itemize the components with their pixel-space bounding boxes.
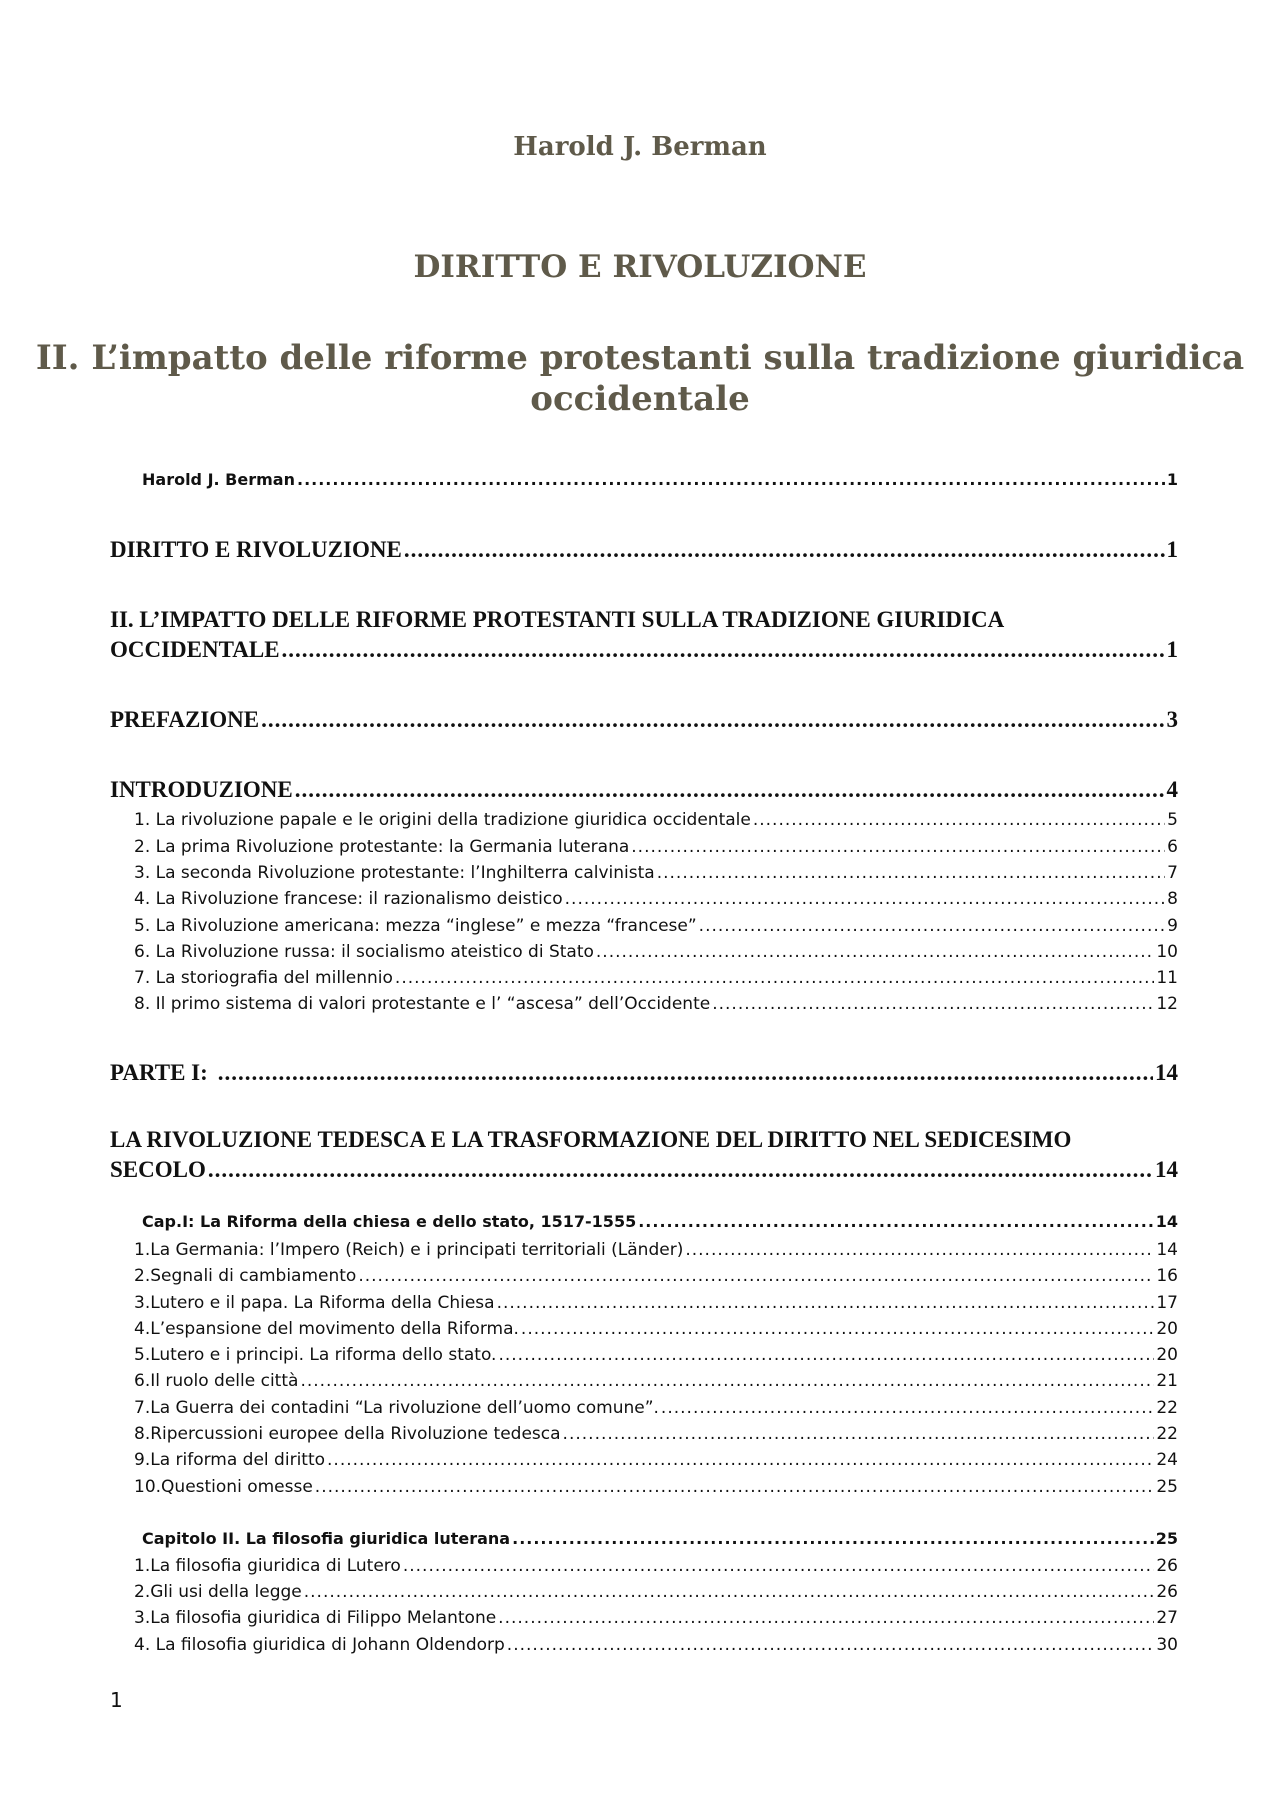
toc-leader-dots [596,942,1154,962]
toc-entry-label: 3.La filosofia giuridica di Filippo Melantone [134,1608,497,1628]
toc-entry-label: OCCIDENTALE [110,637,280,662]
toc-entry-label: 4. La Rivoluzione francese: il razionalismo deistico [134,889,563,909]
toc-entry-label: 7. La storiografia del millennio [134,968,393,988]
toc-entry-page: 20 [1156,1345,1178,1365]
toc-entry-label: PREFAZIONE [110,707,260,732]
toc-entry-label: 2.Segnali di cambiamento [134,1266,357,1286]
toc-entry-label: 8. Il primo sistema di valori protestante e l’ “ascesa” dell’Occidente [134,994,711,1014]
book-title: DIRITTO E RIVOLUZIONE [413,249,867,285]
toc-entry-intro-2[interactable] [110,837,1178,857]
toc-entry-page: 14 [1156,1240,1178,1260]
toc-entry-intro-4[interactable] [110,889,1178,909]
toc-entry-label: 7.La Guerra dei contadini “La rivoluzione dell’uomo comune”. [134,1398,659,1418]
toc-leader-dots [218,1060,1153,1086]
toc-entry-page: 3 [1166,707,1178,732]
toc-entry-cap-2[interactable] [110,1529,1178,1548]
toc-entry-cap1-3[interactable] [110,1293,1178,1313]
toc-entry-page: 9 [1167,916,1178,936]
toc-leader-dots [297,470,1165,489]
toc-leader-dots [208,1157,1153,1183]
toc-entry-page: 12 [1156,994,1178,1014]
toc-leader-dots [563,1424,1155,1444]
toc-leader-dots [661,1398,1154,1418]
toc-leader-dots [304,1582,1155,1602]
toc-entry-page: 25 [1155,1529,1178,1548]
toc-leader-dots [295,777,1165,803]
toc-entry-label: 1. La rivoluzione papale e le origini della tradizione giuridica occidentale [134,810,751,830]
toc-leader-dots [261,707,1164,733]
toc-entry-label: 6.Il ruolo delle città [134,1371,299,1391]
toc-entry-label: 5. La Rivoluzione americana: mezza “inglese” e mezza “francese” [134,916,697,936]
toc-entry-label: 3. La seconda Rivoluzione protestante: l’Inghilterra calvinista [134,863,655,883]
toc-entry-cap1-9[interactable] [110,1450,1178,1470]
toc-leader-dots [404,537,1165,563]
toc-entry-cap2-1[interactable] [110,1556,1178,1576]
toc-entry-page: 25 [1156,1477,1178,1497]
toc-entry-page: 11 [1156,968,1178,988]
toc-leader-dots [395,968,1154,988]
toc-entry-cap1-10[interactable] [110,1477,1178,1497]
toc-leader-dots [358,1266,1154,1286]
toc-entry-label: 4. La filosofia giuridica di Johann Oldendorp [134,1635,505,1655]
toc-entry-page: 30 [1156,1635,1178,1655]
toc-entry-label: 5.Lutero e i principi. La riforma dello stato. [134,1345,497,1365]
toc-entry-page: 4 [1166,777,1178,802]
toc-leader-dots [699,916,1166,936]
toc-entry-label: 2. La prima Rivoluzione protestante: la Germania luterana [134,837,630,857]
toc-entry-cap2-4[interactable] [110,1635,1178,1655]
toc-entry-impatto-line1[interactable]: II. L’IMPATTO DELLE RIFORME PROTESTANTI SULLA TRADIZIONE GIURIDICA [110,607,1005,632]
toc-entry-page: 16 [1156,1266,1178,1286]
toc-leader-dots [638,1212,1154,1231]
toc-leader-dots [685,1240,1154,1260]
toc-entry-label: 10.Questioni omesse [134,1477,313,1497]
toc-entry-rivoluzione[interactable] [110,1157,1178,1183]
toc-entry-page: 27 [1156,1608,1178,1628]
toc-entry-page: 20 [1156,1319,1178,1339]
book-subtitle: II. L’impatto delle riforme protestanti sulla tradizione giuridica occidentale [35,338,1245,419]
toc-entry-cap1-6[interactable] [110,1371,1178,1391]
toc-leader-dots [512,1529,1154,1548]
toc-entry-page: 26 [1156,1582,1178,1602]
toc-entry-prefazione[interactable] [110,707,1178,733]
toc-entry-intro-1[interactable] [110,810,1178,830]
toc-entry-page: 26 [1156,1556,1178,1576]
toc-entry-page: 1 [1166,637,1178,662]
toc-entry-page: 14 [1155,1157,1178,1182]
toc-entry-parte-1[interactable] [110,1060,1178,1086]
toc-entry-intro-5[interactable] [110,916,1178,936]
toc-entry-label: Cap.I: La Riforma della chiesa e dello stato, 1517-1555 [142,1212,637,1231]
toc-leader-dots [315,1477,1155,1497]
toc-leader-dots [631,837,1165,857]
toc-leader-dots [657,863,1165,883]
toc-entry-label: INTRODUZIONE [110,777,293,802]
toc-entry-impatto[interactable] [110,637,1178,663]
toc-entry-label: SECOLO [110,1157,206,1182]
toc-entry-page: 6 [1167,837,1178,857]
toc-entry-label: DIRITTO E RIVOLUZIONE [110,537,402,562]
toc-entry-cap2-2[interactable] [110,1582,1178,1602]
toc-entry-label: 3.Lutero e il papa. La Riforma della Chiesa [134,1293,495,1313]
toc-leader-dots [327,1450,1154,1470]
toc-entry-label: 6. La Rivoluzione russa: il socialismo ateistico di Stato [134,942,594,962]
toc-entry-page: 22 [1156,1424,1178,1444]
toc-entry-introduzione[interactable] [110,777,1178,803]
toc-leader-dots [497,1293,1155,1313]
toc-entry-intro-3[interactable] [110,863,1178,883]
author-heading: Harold J. Berman [513,132,767,162]
toc-entry-cap1-7[interactable] [110,1398,1178,1418]
toc-entry-page: 24 [1156,1450,1178,1470]
toc-entry-page: 7 [1167,863,1178,883]
toc-entry-cap1-8[interactable] [110,1424,1178,1444]
toc-entry-page: 22 [1156,1398,1178,1418]
toc-entry-page: 5 [1167,810,1178,830]
toc-leader-dots [712,994,1154,1014]
toc-entry-label: PARTE I: [110,1060,208,1085]
toc-entry-intro-7[interactable] [110,968,1178,988]
toc-entry-label: 2.Gli usi della legge [134,1582,302,1602]
toc-entry-page: 17 [1156,1293,1178,1313]
toc-entry-cap1-5[interactable] [110,1345,1178,1365]
toc-entry-page: 1 [1166,470,1178,489]
toc-entry-rivoluzione-line1[interactable]: LA RIVOLUZIONE TEDESCA E LA TRASFORMAZIONE DEL DIRITTO NEL SEDICESIMO [110,1127,1072,1152]
toc-entry-label: 8.Ripercussioni europee della Rivoluzione tedesca [134,1424,561,1444]
toc-entry-label: 1.La Germania: l’Impero (Reich) e i principati territoriali (Länder) [134,1240,684,1260]
toc-leader-dots [498,1345,1154,1365]
toc-leader-dots [498,1608,1154,1628]
toc-entry-page: 10 [1156,942,1178,962]
toc-entry-cap2-3[interactable] [110,1608,1178,1628]
toc-entry-cap-1[interactable] [110,1212,1178,1231]
toc-entry-diritto[interactable] [110,537,1178,563]
toc-leader-dots [403,1556,1155,1576]
toc-entry-page: 14 [1155,1212,1178,1231]
toc-entry-label: 9.La riforma del diritto [134,1450,326,1470]
toc-entry-page: 14 [1155,1060,1178,1085]
toc-entry-label: Capitolo II. La filosofia giuridica luterana [142,1529,511,1548]
toc-entry-page: 21 [1156,1371,1178,1391]
toc-leader-dots [565,889,1166,909]
toc-entry-page: 8 [1167,889,1178,909]
page-number: 1 [110,1688,123,1712]
toc-leader-dots [753,810,1165,830]
toc-entry-author[interactable] [110,470,1178,489]
toc-entry-intro-8[interactable] [110,994,1178,1014]
toc-entry-cap1-2[interactable] [110,1266,1178,1286]
toc-leader-dots [282,637,1165,663]
toc-entry-intro-6[interactable] [110,942,1178,962]
toc-entry-cap1-1[interactable] [110,1240,1178,1260]
toc-leader-dots [300,1371,1154,1391]
toc-entry-cap1-4[interactable] [110,1319,1178,1339]
toc-leader-dots [507,1635,1155,1655]
toc-entry-label: 1.La filosofia giuridica di Lutero [134,1556,401,1576]
toc-entry-label: Harold J. Berman [142,470,295,489]
toc-leader-dots [521,1319,1154,1339]
toc-entry-page: 1 [1166,537,1178,562]
toc-entry-label: 4.L’espansione del movimento della Riforma. [134,1319,519,1339]
